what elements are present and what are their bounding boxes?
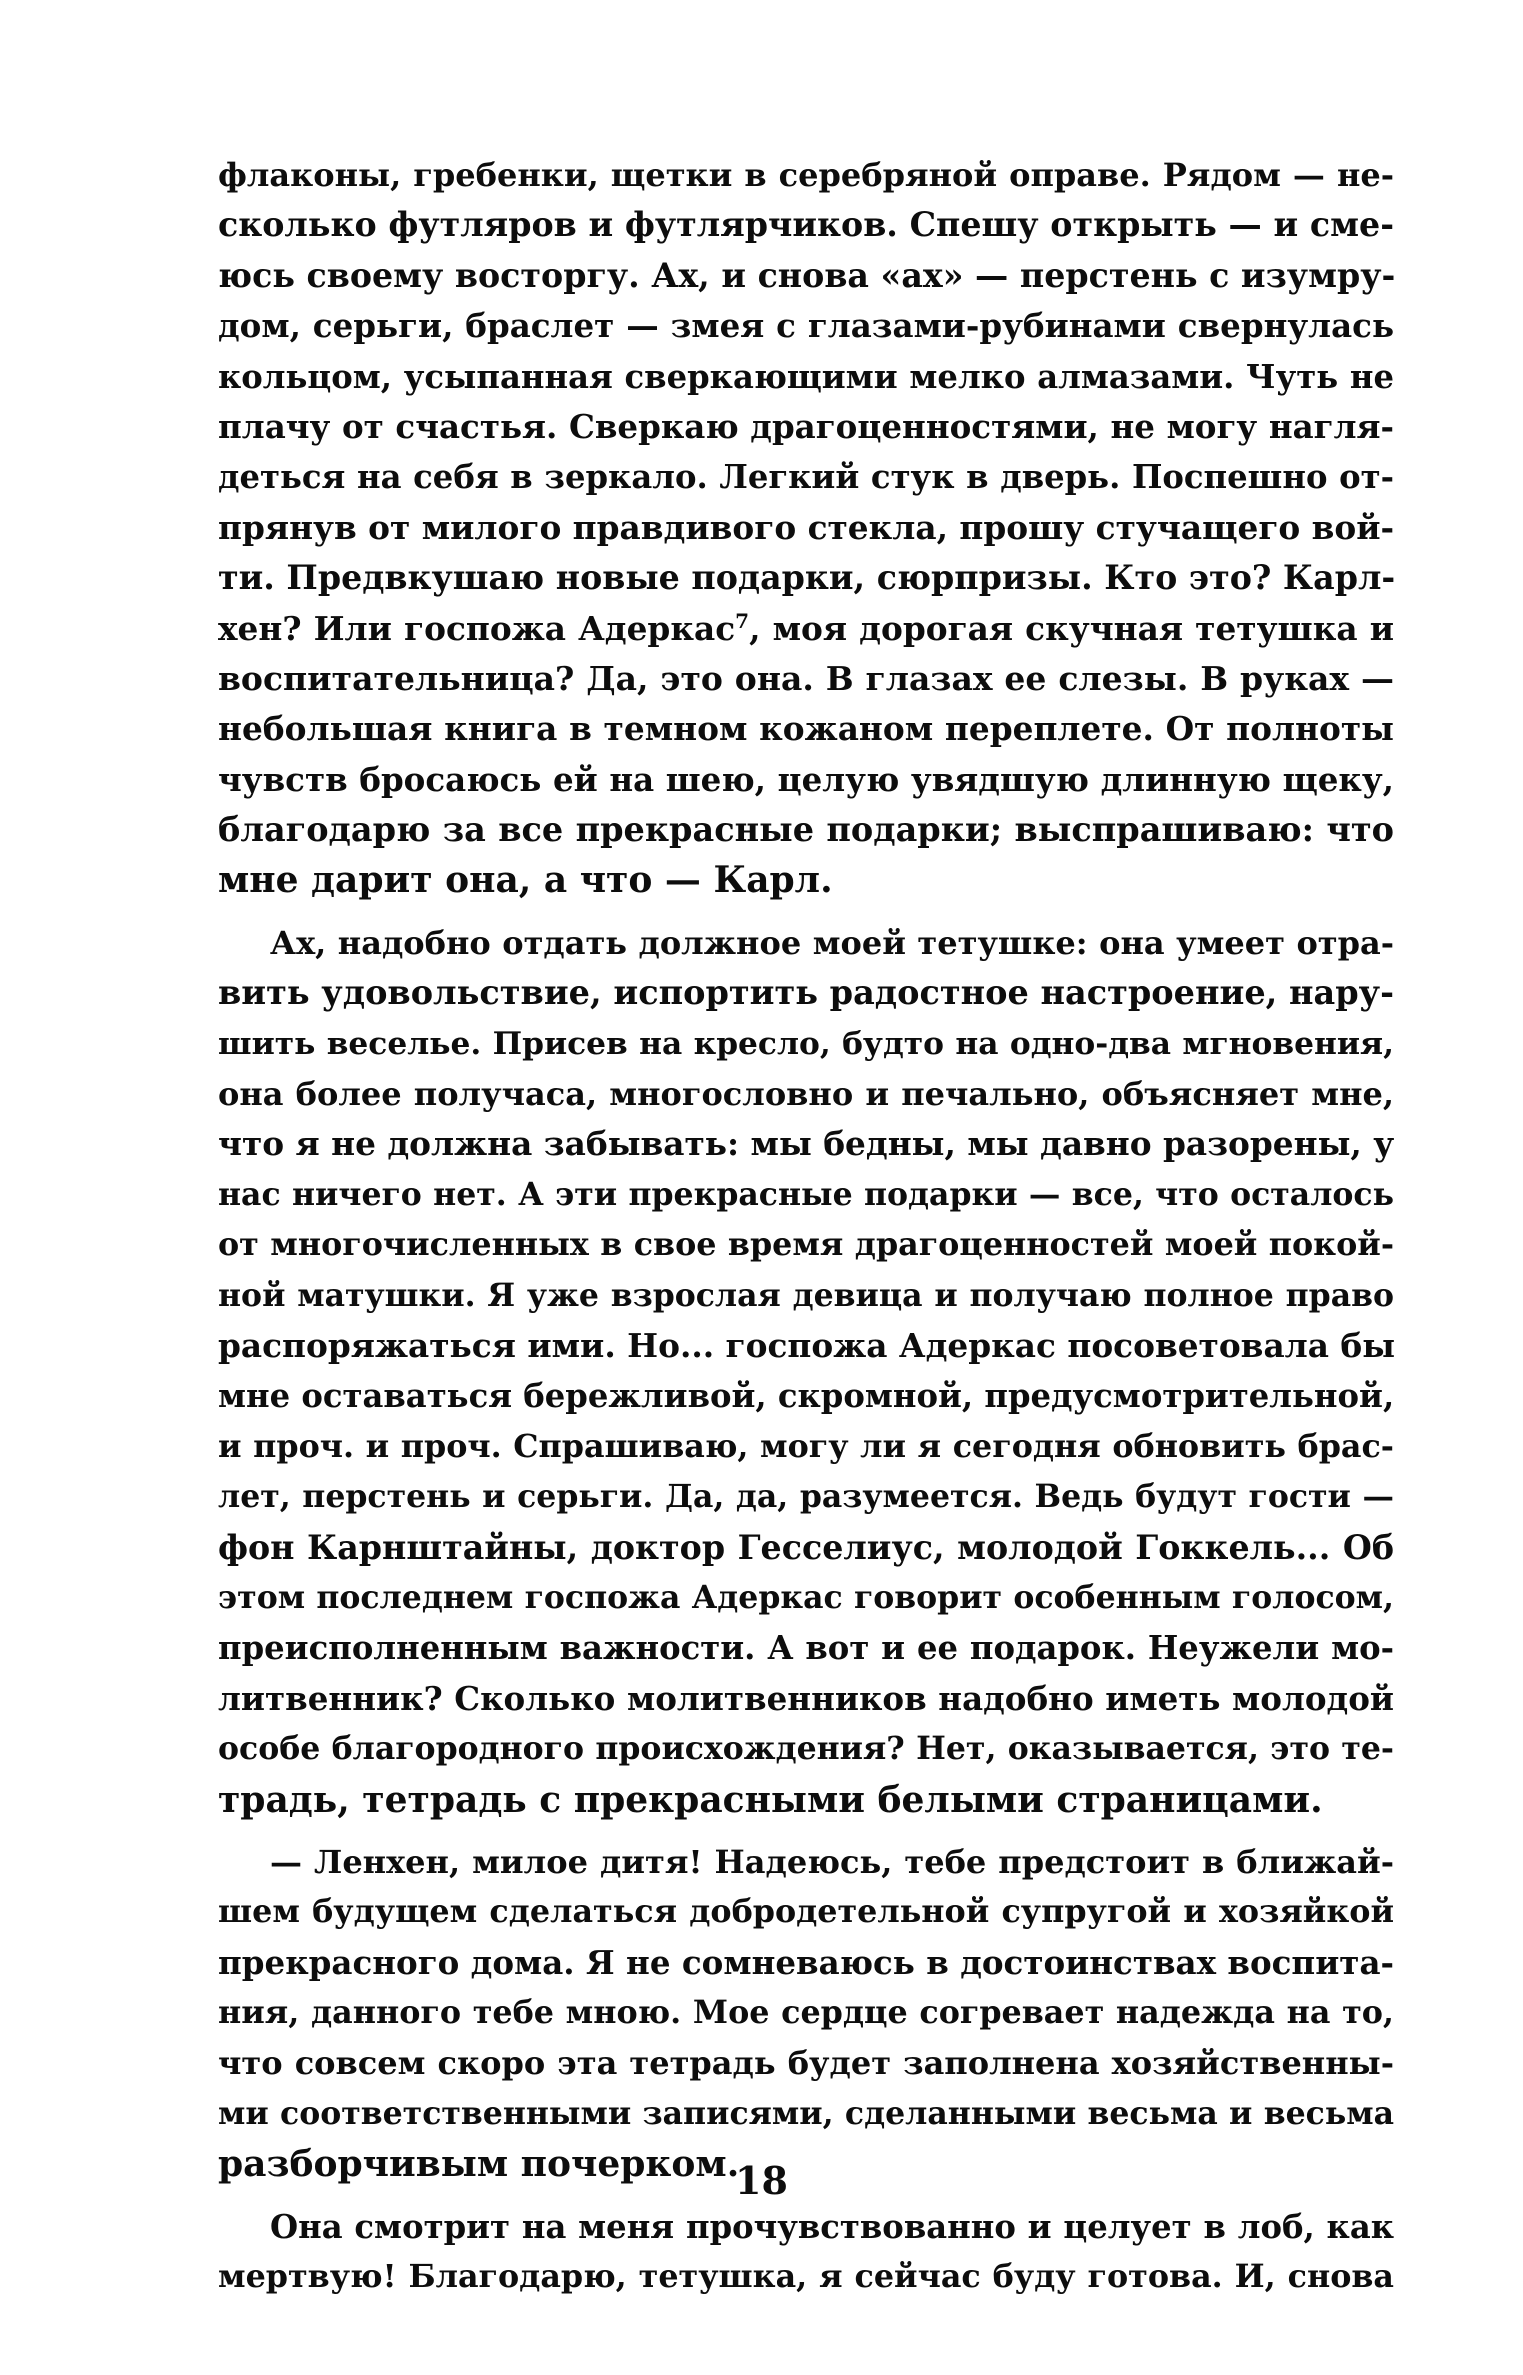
text-line: распоряжаться ими. Но... госпожа Адеркас посоветовала бы: [218, 1325, 1396, 1365]
text-line: этом последнем госпожа Адеркас говорит особенным голосом,: [218, 1578, 1394, 1616]
text-line: что совсем скоро эта тетрадь будет заполнена хозяйственны-: [218, 2044, 1394, 2083]
text-line: сколько футляров и футлярчиков. Спешу открыть — и сме-: [218, 205, 1394, 245]
text-line: хен? Или госпожа Адеркас$^7$, моя дорогая скучная тетушка и: [218, 608, 1395, 648]
text-line: традь, тетрадь с прекрасными белыми страницами.: [218, 1778, 1323, 1821]
text-line: кольцом, усыпанная сверкающими мелко алмазами. Чуть не: [218, 357, 1394, 396]
text-line: юсь своему восторгу. Ах, и снова «ах» — перстень с изумру-: [218, 255, 1396, 295]
text-line: ти. Предвкушаю новые подарки, сюрпризы. Кто это? Карл-: [218, 558, 1396, 598]
paragraph: [218, 918, 1394, 1825]
text-line: ния, данного тебе мною. Мое сердце согревает надежда на то,: [218, 1994, 1394, 2032]
text-line: деться на себя в зеркало. Легкий стук в дверь. Поспешно от-: [218, 458, 1394, 497]
text-line: шем будущем сделаться добродетельной супругой и хозяйкой: [218, 1893, 1394, 1931]
text-line: дом, серьги, браслет — змея с глазами-рубинами свернулась: [218, 306, 1394, 346]
text-line: шить веселье. Присев на кресло, будто на одно-два мгновения,: [218, 1025, 1394, 1062]
page-body-text: [218, 150, 1394, 2302]
text-line: чувств бросаюсь ей на шею, целую увядшую длинную щеку,: [218, 759, 1394, 799]
text-line: мне дарит она, а что — Карл.: [218, 859, 833, 902]
text-line: от многочисленных в свое время драгоценностей моей покой-: [218, 1226, 1394, 1264]
text-line: благодарю за все прекрасные подарки; выспрашиваю: что: [218, 810, 1394, 850]
text-line: воспитательница? Да, это она. В глазах ее слезы. В руках —: [218, 658, 1394, 698]
text-line: и проч. и проч. Спрашиваю, могу ли я сегодня обновить брас-: [218, 1427, 1394, 1465]
text-line: — Ленхен, милое дитя! Надеюсь, тебе предстоит в ближай-: [270, 1842, 1394, 1881]
text-line: преисполненным важности. А вот и ее подарок. Неужели мо-: [218, 1629, 1394, 1668]
text-line: Она смотрит на меня прочувствованно и целует в лоб, как: [270, 2207, 1394, 2246]
text-line: разборчивым почерком.: [218, 2143, 740, 2186]
text-line: вить удовольствие, испортить радостное настроение, нару-: [218, 973, 1394, 1013]
text-line: фон Карнштайны, доктор Гесселиус, молодой Гоккель... Об: [218, 1527, 1394, 1567]
text-line: особе благородного происхождения? Нет, оказывается, это те-: [218, 1730, 1394, 1768]
text-line: литвенник? Сколько молитвенников надобно иметь молодой: [218, 1678, 1394, 1718]
text-line: плачу от счастья. Сверкаю драгоценностями, не могу нагля-: [218, 406, 1394, 446]
text-line: флаконы, гребенки, щетки в серебряной оправе. Рядом — не-: [218, 156, 1394, 194]
text-line: ми соответственными записями, сделанными весьма и весьма: [218, 2094, 1394, 2132]
text-line: небольшая книга в темном кожаном переплете. От полноты: [218, 709, 1394, 749]
text-line: нас ничего нет. А эти прекрасные подарки — все, что осталось: [218, 1175, 1394, 1213]
text-line: прекрасного дома. Я не сомневаюсь в достоинствах воспита-: [218, 1942, 1394, 1982]
text-line: что я не должна забывать: мы бедны, мы давно разорены, у: [218, 1124, 1395, 1164]
footnote-marker: 7: [735, 608, 750, 633]
text-line: мертвую! Благодарю, тетушка, я сейчас буду готова. И, снова: [218, 2258, 1394, 2296]
text-line: мне оставаться бережливой, скромной, предусмотрительной,: [218, 1377, 1395, 1416]
text-line: Ах, надобно отдать должное моей тетушке: она умеет отра-: [270, 923, 1394, 962]
text-line: прянув от милого правдивого стекла, прошу стучащего вой-: [218, 507, 1395, 547]
text-line: лет, перстень и серьги. Да, да, разумеется. Ведь будут гости —: [218, 1478, 1394, 1516]
paragraph: [218, 150, 1394, 906]
text-line: ной матушки. Я уже взрослая девица и получаю полное право: [218, 1276, 1394, 1314]
paragraph: [218, 2202, 1394, 2303]
page-number: 18: [735, 2158, 788, 2203]
paragraph: [218, 1837, 1394, 2190]
text-line: она более получаса, многословно и печально, объясняет мне,: [218, 1075, 1394, 1114]
